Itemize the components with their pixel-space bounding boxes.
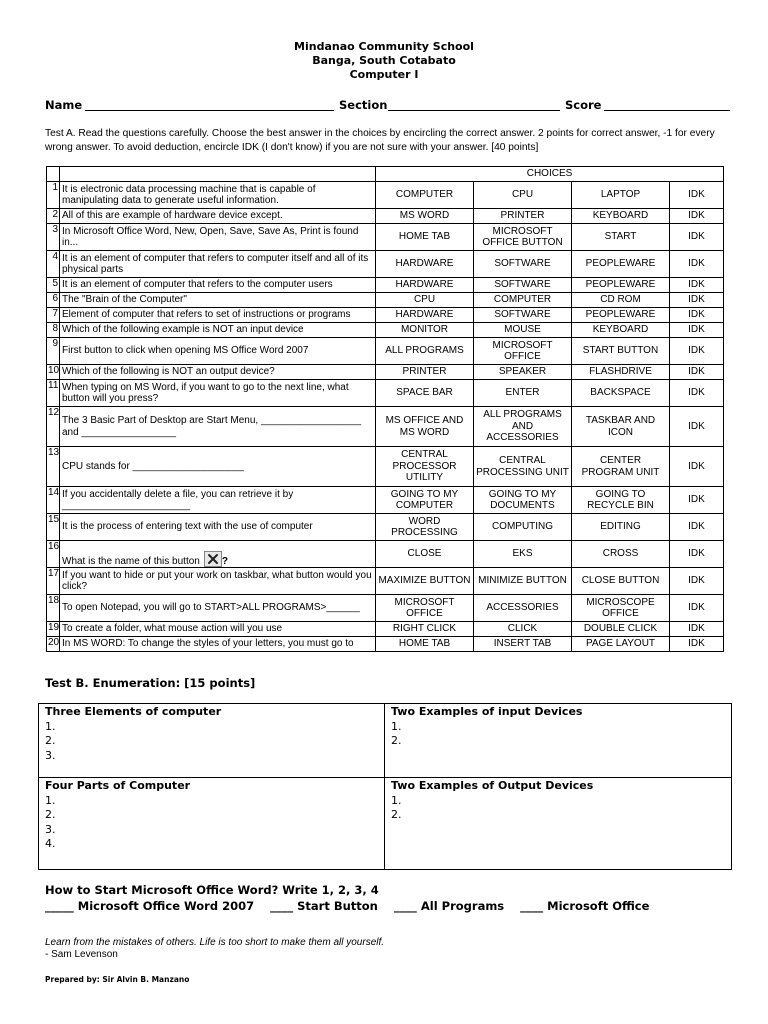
question-row bbox=[47, 568, 724, 595]
answer-choice[interactable]: MOUSE bbox=[474, 323, 572, 338]
answer-choice[interactable]: MONITOR bbox=[376, 323, 474, 338]
answer-choice[interactable]: PEOPLEWARE bbox=[572, 251, 670, 278]
question-text-cell bbox=[60, 380, 376, 407]
question-number: 1 bbox=[47, 182, 60, 209]
choice-idk[interactable]: IDK bbox=[670, 278, 724, 293]
question-number: 11 bbox=[47, 380, 60, 407]
how-to-question: How to Start Microsoft Office Word? Write 1, 2, 3, 4 bbox=[45, 883, 379, 897]
answer-choice[interactable]: EKS bbox=[474, 541, 572, 568]
question-number: 20 bbox=[47, 637, 60, 652]
question-row bbox=[47, 338, 724, 365]
test-b-table bbox=[38, 703, 732, 870]
test-a-instructions: Test A. Read the questions carefully. Choose the best answer in the choices by encircling the correct answer. 2 points for correct answer, -1 for every wrong answer. To avoid deduction, encircle IDK (I don't know) if you are not sure with your answer. [40 points] bbox=[45, 128, 715, 153]
question-number: 3 bbox=[47, 224, 60, 251]
enum-box-title: Two Examples of input Devices bbox=[391, 705, 583, 718]
question-row bbox=[47, 622, 724, 637]
question-row bbox=[47, 323, 724, 338]
name-field-line[interactable] bbox=[85, 110, 334, 111]
answer-choice[interactable]: ALL PROGRAMS AND ACCESSORIES bbox=[474, 407, 572, 447]
question-number: 19 bbox=[47, 622, 60, 637]
answer-choice[interactable]: MICROSCOPE OFFICE bbox=[572, 595, 670, 622]
answer-choice[interactable]: GOING TO MY COMPUTER bbox=[376, 487, 474, 514]
enum-box-title: Three Elements of computer bbox=[45, 705, 222, 718]
answer-choice[interactable]: INSERT TAB bbox=[474, 637, 572, 652]
question-text-cell bbox=[60, 209, 376, 224]
choice-idk[interactable]: IDK bbox=[670, 224, 724, 251]
test-b-title: Test B. Enumeration: [15 points] bbox=[45, 676, 256, 690]
question-row bbox=[47, 514, 724, 541]
question-text: When typing on MS Word, if you want to go to the next line, what button will you press? bbox=[62, 381, 349, 404]
choice-idk[interactable]: IDK bbox=[670, 514, 724, 541]
answer-choice[interactable]: MICROSOFT OFFICE BUTTON bbox=[474, 224, 572, 251]
enum-item: 1. bbox=[45, 793, 56, 807]
answer-choice[interactable]: SOFTWARE bbox=[474, 278, 572, 293]
choice-idk[interactable]: IDK bbox=[670, 447, 724, 487]
question-text-cell bbox=[60, 487, 376, 514]
answer-choice[interactable]: RIGHT CLICK bbox=[376, 622, 474, 637]
question-number: 7 bbox=[47, 308, 60, 323]
question-text-cell bbox=[60, 182, 376, 209]
test-a-table bbox=[46, 166, 724, 652]
question-text: In Microsoft Office Word, New, Open, Save, Save As, Print is found in... bbox=[62, 225, 359, 248]
answer-choice[interactable]: CPU bbox=[376, 293, 474, 308]
question-text: It is the process of entering text with the use of computer bbox=[62, 521, 313, 533]
question-text-cell bbox=[60, 407, 376, 447]
enum-box-title: Two Examples of Output Devices bbox=[391, 779, 594, 792]
question-text: All of this are example of hardware device except. bbox=[62, 210, 283, 222]
answer-choice[interactable]: CENTRAL PROCESSOR UTILITY bbox=[376, 447, 474, 487]
choice-idk[interactable]: IDK bbox=[670, 380, 724, 407]
question-row bbox=[47, 182, 724, 209]
question-row bbox=[47, 308, 724, 323]
answer-choice[interactable]: HOME TAB bbox=[376, 224, 474, 251]
question-row bbox=[47, 447, 724, 487]
answer-choice[interactable]: PRINTER bbox=[376, 365, 474, 380]
quote-author: - Sam Levenson bbox=[45, 948, 118, 960]
question-text: If you accidentally delete a file, you can retrieve it by _______________________ bbox=[62, 488, 294, 511]
choice-idk[interactable]: IDK bbox=[670, 622, 724, 637]
answer-choice[interactable]: LAPTOP bbox=[572, 182, 670, 209]
answer-choice[interactable]: SPACE BAR bbox=[376, 380, 474, 407]
answer-choice[interactable]: ACCESSORIES bbox=[474, 595, 572, 622]
answer-choice[interactable]: PAGE LAYOUT bbox=[572, 637, 670, 652]
question-row bbox=[47, 541, 724, 568]
question-text-cell bbox=[60, 251, 376, 278]
student-info-row bbox=[45, 98, 735, 114]
question-number: 9 bbox=[47, 338, 60, 365]
question-text: It is an element of computer that refers to computer itself and all of its physical parts bbox=[62, 252, 369, 275]
answer-choice[interactable]: KEYBOARD bbox=[572, 323, 670, 338]
answer-choice[interactable]: CENTRAL PROCESSING UNIT bbox=[474, 447, 572, 487]
answer-choice[interactable]: BACKSPACE bbox=[572, 380, 670, 407]
question-number: 12 bbox=[47, 407, 60, 447]
choice-idk[interactable]: IDK bbox=[670, 182, 724, 209]
header-blank-question bbox=[60, 167, 376, 182]
question-text: The "Brain of the Computer" bbox=[62, 294, 187, 306]
question-row bbox=[47, 407, 724, 447]
question-text: In MS WORD: To change the styles of your letters, you must go to bbox=[62, 638, 354, 650]
question-number: 13 bbox=[47, 447, 60, 487]
question-text-cell bbox=[60, 447, 376, 487]
question-text-cell bbox=[60, 541, 376, 568]
answer-choice[interactable]: WORD PROCESSING bbox=[376, 514, 474, 541]
question-text-cell bbox=[60, 595, 376, 622]
school-name: Mindanao Community School bbox=[294, 40, 474, 53]
question-text-cell bbox=[60, 637, 376, 652]
question-row bbox=[47, 595, 724, 622]
question-number: 14 bbox=[47, 487, 60, 514]
question-text-cell bbox=[60, 293, 376, 308]
school-location: Banga, South Cotabato bbox=[312, 54, 456, 67]
question-row bbox=[47, 365, 724, 380]
question-text: Which of the following example is NOT an input device bbox=[62, 324, 304, 336]
choice-idk[interactable]: IDK bbox=[670, 338, 724, 365]
answer-choice[interactable]: HARDWARE bbox=[376, 308, 474, 323]
question-text-cell bbox=[60, 622, 376, 637]
header-blank-num bbox=[47, 167, 60, 182]
choice-idk[interactable]: IDK bbox=[670, 595, 724, 622]
answer-choice[interactable]: HARDWARE bbox=[376, 251, 474, 278]
question-row bbox=[47, 380, 724, 407]
answer-choice[interactable]: SPEAKER bbox=[474, 365, 572, 380]
choice-idk[interactable]: IDK bbox=[670, 293, 724, 308]
question-text-cell bbox=[60, 338, 376, 365]
question-text-cell bbox=[60, 568, 376, 595]
answer-choice[interactable]: GOING TO RECYCLE BIN bbox=[572, 487, 670, 514]
question-text: To open Notepad, you will go to START>ALL PROGRAMS>______ bbox=[62, 602, 360, 614]
choice-idk[interactable]: IDK bbox=[670, 637, 724, 652]
question-number: 2 bbox=[47, 209, 60, 224]
answer-choice[interactable]: EDITING bbox=[572, 514, 670, 541]
question-number: 5 bbox=[47, 278, 60, 293]
question-text-cell bbox=[60, 278, 376, 293]
name-label: Name bbox=[45, 98, 83, 112]
answer-choice[interactable]: MICROSOFT OFFICE bbox=[474, 338, 572, 365]
answer-choice[interactable]: CPU bbox=[474, 182, 572, 209]
answer-choice[interactable]: START BUTTON bbox=[572, 338, 670, 365]
enum-box-elements[interactable] bbox=[39, 704, 385, 778]
score-field-line[interactable] bbox=[604, 110, 730, 111]
enum-item: 1. bbox=[45, 719, 56, 733]
question-number: 8 bbox=[47, 323, 60, 338]
question-number: 4 bbox=[47, 251, 60, 278]
enum-box-title: Four Parts of Computer bbox=[45, 779, 191, 792]
question-text: It is an element of computer that refers to the computer users bbox=[62, 279, 333, 291]
answer-choice[interactable]: SOFTWARE bbox=[474, 251, 572, 278]
section-label: Section bbox=[339, 98, 388, 112]
question-text-cell bbox=[60, 308, 376, 323]
question-row bbox=[47, 209, 724, 224]
answer-choice[interactable]: CLOSE BUTTON bbox=[572, 568, 670, 595]
answer-choice[interactable]: HARDWARE bbox=[376, 278, 474, 293]
enum-item: 4. bbox=[45, 837, 56, 850]
answer-choice[interactable]: MS WORD bbox=[376, 209, 474, 224]
answer-choice[interactable]: ENTER bbox=[474, 380, 572, 407]
question-text-cell bbox=[60, 514, 376, 541]
question-suffix: ? bbox=[221, 555, 228, 567]
question-number: 18 bbox=[47, 595, 60, 622]
answer-choice[interactable]: DOUBLE CLICK bbox=[572, 622, 670, 637]
how-to-section bbox=[45, 882, 649, 914]
question-text: To create a folder, what mouse action will you use bbox=[62, 623, 283, 635]
close-x-icon bbox=[204, 551, 222, 567]
enum-item: 1. bbox=[391, 793, 402, 807]
enum-box-output-devices[interactable] bbox=[385, 778, 732, 870]
answer-choice[interactable]: PRINTER bbox=[474, 209, 572, 224]
question-text: Which of the following is NOT an output device? bbox=[62, 366, 275, 378]
question-row bbox=[47, 293, 724, 308]
answer-choice[interactable]: MAXIMIZE BUTTON bbox=[376, 568, 474, 595]
answer-choice[interactable]: MS OFFICE AND MS WORD bbox=[376, 407, 474, 447]
enum-item: 2. bbox=[391, 734, 402, 747]
quote-text: Learn from the mistakes of others. Life is too short to make them all yourself. bbox=[45, 937, 385, 948]
answer-choice[interactable]: TASKBAR AND ICON bbox=[572, 407, 670, 447]
answer-choice[interactable]: CLICK bbox=[474, 622, 572, 637]
enum-item: 1. bbox=[391, 719, 402, 733]
choice-idk[interactable]: IDK bbox=[670, 209, 724, 224]
answer-choice[interactable]: MICROSOFT OFFICE bbox=[376, 595, 474, 622]
choice-idk[interactable]: IDK bbox=[670, 323, 724, 338]
enum-box-computer-parts[interactable] bbox=[39, 778, 385, 870]
choice-idk[interactable]: IDK bbox=[670, 251, 724, 278]
question-number: 6 bbox=[47, 293, 60, 308]
score-label: Score bbox=[565, 98, 602, 112]
answer-choice[interactable]: COMPUTER bbox=[474, 293, 572, 308]
choice-idk[interactable]: IDK bbox=[670, 308, 724, 323]
question-row bbox=[47, 224, 724, 251]
question-text-cell bbox=[60, 224, 376, 251]
answer-choice[interactable]: ALL PROGRAMS bbox=[376, 338, 474, 365]
answer-choice[interactable]: CENTER PROGRAM UNIT bbox=[572, 447, 670, 487]
question-text: Element of computer that refers to set of instructions or programs bbox=[62, 309, 351, 321]
answer-choice[interactable]: MINIMIZE BUTTON bbox=[474, 568, 572, 595]
answer-choice[interactable]: COMPUTING bbox=[474, 514, 572, 541]
choices-header: CHOICES bbox=[376, 167, 724, 182]
enum-item: 2. bbox=[391, 808, 402, 821]
answer-choice[interactable]: CROSS bbox=[572, 541, 670, 568]
enum-item: 3. bbox=[45, 822, 56, 836]
choice-idk[interactable]: IDK bbox=[670, 568, 724, 595]
subject-title: Computer I bbox=[349, 68, 419, 81]
answer-choice[interactable]: START bbox=[572, 224, 670, 251]
question-text: If you want to hide or put your work on taskbar, what button would you click? bbox=[62, 569, 372, 592]
question-number: 10 bbox=[47, 365, 60, 380]
question-text-cell bbox=[60, 365, 376, 380]
answer-choice[interactable]: KEYBOARD bbox=[572, 209, 670, 224]
answer-choice[interactable]: HOME TAB bbox=[376, 637, 474, 652]
question-text: The 3 Basic Part of Desktop are Start Menu, __________________ and _________________ bbox=[62, 415, 362, 438]
enum-item: 3. bbox=[45, 748, 56, 762]
how-to-answer-line: _____ Microsoft Office Word 2007 ____ Start Button ____ All Programs ____ Microsoft Office bbox=[45, 899, 650, 913]
choice-idk[interactable]: IDK bbox=[670, 407, 724, 447]
quote-block bbox=[45, 937, 384, 960]
question-text: What is the name of this button bbox=[62, 555, 200, 567]
answer-choice[interactable]: GOING TO MY DOCUMENTS bbox=[474, 487, 572, 514]
answer-choice[interactable]: CD ROM bbox=[572, 293, 670, 308]
question-text: CPU stands for ____________________ bbox=[62, 460, 244, 472]
answer-choice[interactable]: COMPUTER bbox=[376, 182, 474, 209]
answer-choice[interactable]: FLASHDRIVE bbox=[572, 365, 670, 380]
answer-choice[interactable]: SOFTWARE bbox=[474, 308, 572, 323]
section-field-line[interactable] bbox=[388, 110, 560, 111]
question-row bbox=[47, 251, 724, 278]
choice-idk[interactable]: IDK bbox=[670, 365, 724, 380]
question-text: First button to click when opening MS Office Word 2007 bbox=[62, 345, 309, 357]
choice-idk[interactable]: IDK bbox=[670, 487, 724, 514]
choice-idk[interactable]: IDK bbox=[670, 541, 724, 568]
question-row bbox=[47, 487, 724, 514]
answer-choice[interactable]: PEOPLEWARE bbox=[572, 308, 670, 323]
question-number: 16 bbox=[47, 541, 60, 568]
question-number: 15 bbox=[47, 514, 60, 541]
question-number: 17 bbox=[47, 568, 60, 595]
enum-box-input-devices[interactable] bbox=[385, 704, 732, 778]
question-text: It is electronic data processing machine that is capable of manipulating data to generate useful information. bbox=[62, 183, 316, 206]
question-text-cell bbox=[60, 323, 376, 338]
answer-choice[interactable]: PEOPLEWARE bbox=[572, 278, 670, 293]
enum-item: 2. bbox=[45, 734, 56, 747]
answer-choice[interactable]: CLOSE bbox=[376, 541, 474, 568]
prepared-by: Prepared by: Sir Alvin B. Manzano bbox=[45, 975, 190, 984]
question-row bbox=[47, 637, 724, 652]
enum-item: 2. bbox=[45, 808, 56, 821]
question-row bbox=[47, 278, 724, 293]
choices-header-row bbox=[47, 167, 724, 182]
